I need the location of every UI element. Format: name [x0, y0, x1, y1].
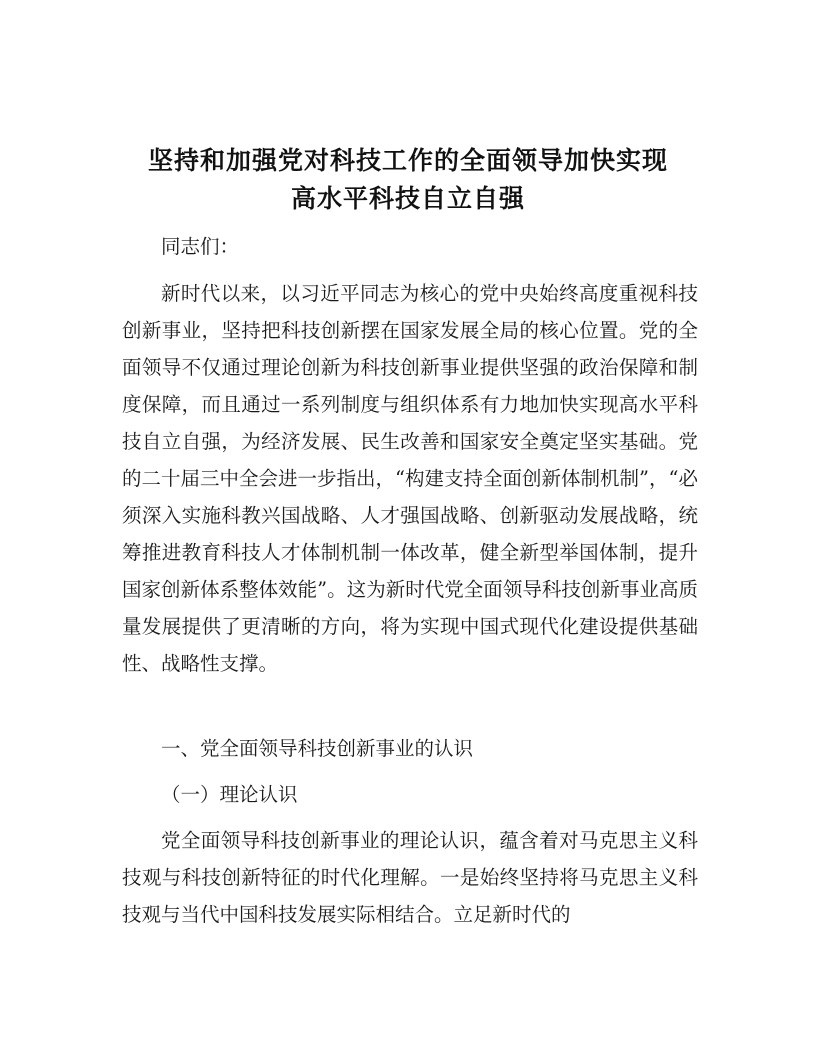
document-title-line-1: 坚持和加强党对科技工作的全面领导加快实现 [147, 146, 668, 175]
salutation: 同志们： [161, 235, 240, 258]
body-paragraph-1: 新时代以来，以习近平同志为核心的党中央始终高度重视科技创新事业，坚持把科技创新摆在国家发展全局的核心位置。党的全面领导不仅通过理论创新为科技创新事业提供坚强的政治保障和制度保障，而且通过一系列制度与组织体系有力地加快实现高水平科技自立自强，为经济发展、民生改善和国家安全奠定坚实基础。党的二十届三中全会进一步指出，“构建支持全面创新体制机制”，“必须深入实施科教兴国战略、人才强国战略、创新驱动发展战略，统筹推进教育科技人才体制机制一体改革，健全新型举国体制，提升国家创新体系整体效能”。这为新时代党全面领导科技创新事业高质量发展提供了更清晰的方向，将为实现中国式现代化建设提供基础性、战略性支撑。 [122, 282, 698, 675]
section-heading-1: 一、党全面领导科技创新事业的认识 [161, 737, 474, 760]
document-title-line-2: 高水平科技自立自强 [290, 184, 525, 213]
body-paragraph-2: 党全面领导科技创新事业的理论认识，蕴含着对马克思主义科技观与科技创新特征的时代化理解。一是始终坚持将马克思主义科技观与当代中国科技发展实际相结合。立足新时代的 [122, 829, 698, 926]
subsection-heading-1: （一）理论认识 [161, 783, 298, 806]
